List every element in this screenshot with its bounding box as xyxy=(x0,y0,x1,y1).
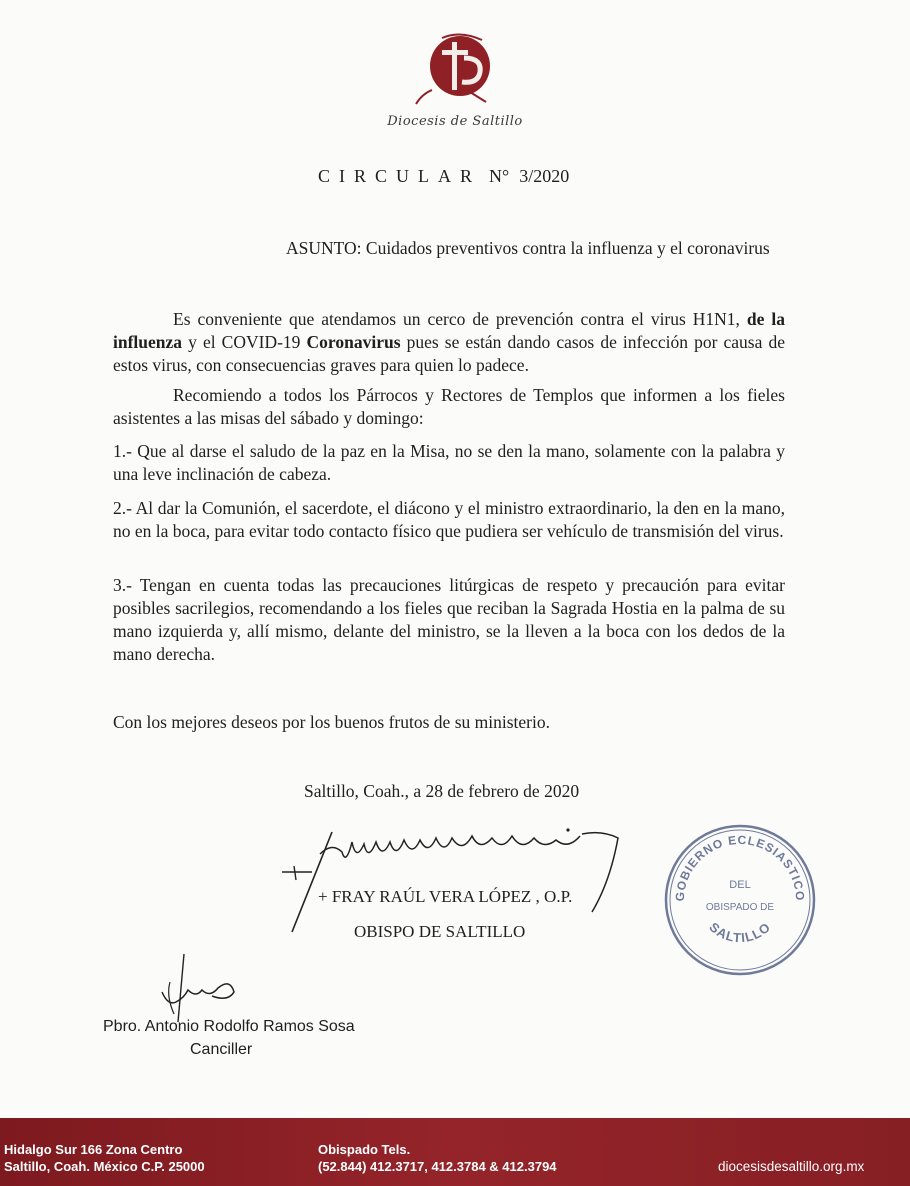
diocese-logo xyxy=(412,28,508,108)
circular-number: 3/2020 xyxy=(519,166,570,186)
p1-bold-influenza: de la influenza xyxy=(113,309,785,352)
number-symbol: N° xyxy=(489,166,510,186)
p1-text-e: pues se están dando casos de infección por causa de estos virus, con consecuencias graves para quien lo padece. xyxy=(113,332,785,375)
p1-bold-coronavirus: Coronavirus xyxy=(306,332,401,352)
paragraph-point-1: 1.- Que al darse el saludo de la paz en la Misa, no se den la mano, solamente con la palabra y una leve inclinación de cabeza. xyxy=(113,441,785,484)
official-seal xyxy=(662,822,818,978)
phones-label: Obispado Tels. xyxy=(318,1142,411,1157)
chancellor-title: Canciller xyxy=(190,1041,253,1058)
footer-website: diocesisdesaltillo.org.mx xyxy=(718,1159,865,1174)
footer-bar xyxy=(0,1118,910,1186)
paragraph-point-2: 2.- Al dar la Comunión, el sacerdote, el diácono y el ministro extraordinario, la den en la mano, no en la boca, para evitar todo contacto físico que pudiera ser vehículo de transmisión del virus. xyxy=(113,498,785,541)
seal-line-1: DEL xyxy=(729,879,751,891)
p1-text-c: y el COVID-19 xyxy=(182,332,307,352)
paragraph-intro xyxy=(113,308,785,377)
phone-numbers: (52.844) 412.3717, 412.3784 & 412.3794 xyxy=(318,1159,557,1174)
logo-text: Diocesis de Saltillo xyxy=(387,114,523,129)
seal-top-text: GOBIERNO ECLESIASTICO xyxy=(672,832,808,902)
seal-bottom-text: SALTILLO xyxy=(706,919,774,946)
svg-text:SALTILLO xyxy=(706,919,773,945)
p2-text: Recomiendo a todos los Párrocos y Rectores de Templos que informen a los fieles asistentes a las misas del sábado y domingo: xyxy=(113,385,785,428)
bishop-title: OBISPO DE SALTILLO xyxy=(354,922,526,941)
subject-line: ASUNTO: Cuidados preventivos contra la influenza y el coronavirus xyxy=(286,238,770,258)
footer-address xyxy=(4,1141,205,1175)
p1-text-a: Es conveniente que atendamos un cerco de prevención contra el virus H1N1, xyxy=(173,309,747,329)
closing-line: Con los mejores deseos por los buenos frutos de su ministerio. xyxy=(113,712,550,732)
bishop-name: + FRAY RAÚL VERA LÓPEZ , O.P. xyxy=(318,887,573,906)
address-line-1: Hidalgo Sur 166 Zona Centro xyxy=(4,1142,183,1157)
circular-title xyxy=(318,166,569,187)
place-date: Saltillo, Coah., a 28 de febrero de 2020 xyxy=(304,781,580,801)
paragraph-point-3: 3.- Tengan en cuenta todas las precauciones litúrgicas de respeto y precaución para evitar posibles sacrilegios, recomendando a los fieles que reciban la Sagrada Hostia en la palma de su mano izquierda y, allí mismo, delante del ministro, se la lleven a la boca con los dedos de la mano derecha. xyxy=(113,575,785,664)
address-line-2: Saltillo, Coah. México C.P. 25000 xyxy=(4,1159,205,1174)
paragraph-recommendation xyxy=(113,384,785,430)
circular-label: CIRCULAR xyxy=(318,166,482,186)
seal-line-2: OBISPADO DE xyxy=(705,902,775,913)
chancellor-name: Pbro. Antonio Rodolfo Ramos Sosa xyxy=(103,1018,355,1035)
footer-phones xyxy=(318,1141,557,1175)
